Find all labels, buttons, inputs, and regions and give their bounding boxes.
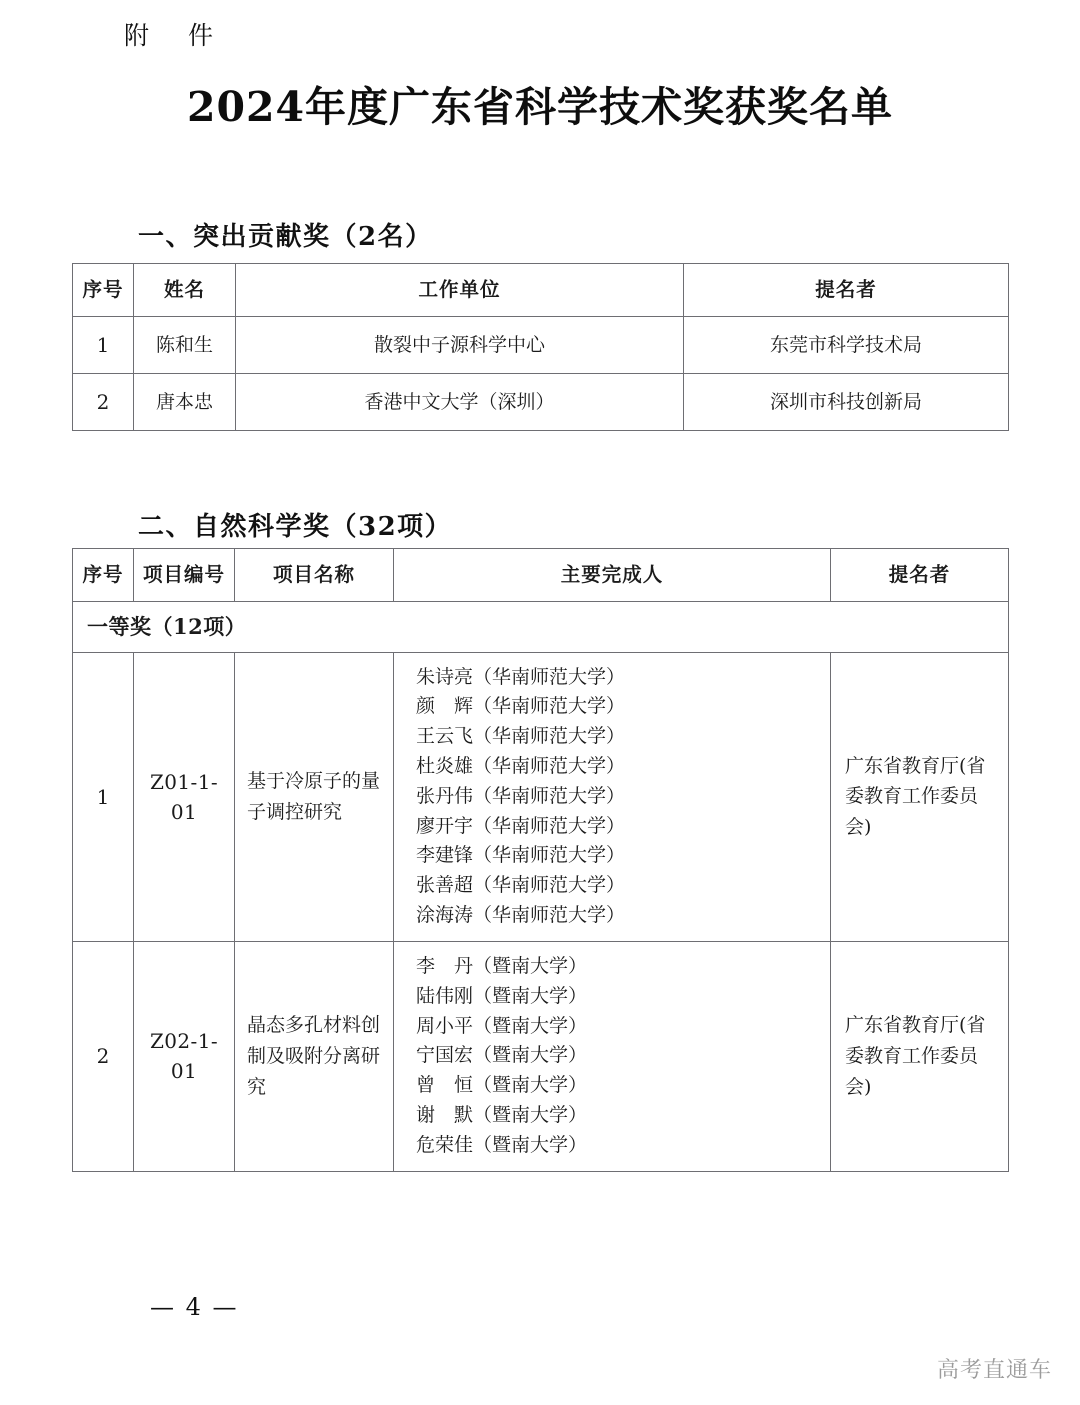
cell-nominator: 东莞市科学技术局 [769, 333, 922, 356]
contributor-entry: 廖开宇（华南师范大学） [416, 814, 626, 837]
contributor-entry: 李 丹（暨南大学） [416, 954, 588, 977]
table-header-row [73, 549, 1009, 602]
column-header-project-name: 项目名称 [272, 563, 355, 587]
column-header-index: 序号 [82, 278, 124, 302]
watermark: 高考直通车 [936, 1358, 1052, 1383]
contributor-entry: 杜炎雄（华南师范大学） [416, 754, 626, 777]
contributor-entry: 周小平（暨南大学） [416, 1014, 588, 1037]
contributor-entry: 朱诗亮（华南师范大学） [416, 665, 626, 688]
page-title: 2024年度广东省科学技术奖获奖名单 [186, 83, 894, 131]
cell-project-name: 晶态多孔材料创制及吸附分离研究 [247, 1014, 381, 1098]
cell-project-code: Z02-1-01 [150, 1029, 218, 1084]
contributor-entry: 张善超（华南师范大学） [416, 874, 626, 897]
cell-contributors [394, 653, 830, 941]
outstanding-contribution-table [72, 263, 1009, 431]
cell-organization: 香港中文大学（深圳） [364, 390, 555, 413]
cell-index: 2 [96, 1044, 110, 1069]
page-number: — 4 — [150, 1293, 239, 1321]
table-row [73, 317, 1009, 374]
contributor-entry: 危荣佳（暨南大学） [416, 1133, 588, 1156]
contributor-entry: 王云飞（华南师范大学） [416, 725, 626, 748]
cell-index: 2 [96, 390, 110, 414]
contributor-entry: 曾 恒（暨南大学） [416, 1074, 588, 1097]
contributor-entry: 李建锋（华南师范大学） [416, 844, 626, 867]
contributor-entry: 宁国宏（暨南大学） [416, 1044, 588, 1067]
table-row [73, 652, 1009, 941]
attachment-label: 附 件 [124, 21, 221, 50]
section-heading-natural-science: 二、自然科学奖（32项） [138, 512, 453, 542]
award-group-row [73, 602, 1009, 653]
cell-organization: 散裂中子源科学中心 [373, 333, 545, 356]
cell-project-code: Z01-1-01 [150, 769, 218, 824]
award-group-label: 一等奖（12项） [87, 614, 247, 639]
cell-project-name: 基于冷原子的量子调控研究 [247, 769, 381, 823]
cell-name: 唐本忠 [155, 390, 213, 413]
contributor-entry: 涂海涛（华南师范大学） [416, 904, 626, 927]
column-header-index: 序号 [82, 563, 124, 587]
table-row [73, 374, 1009, 431]
column-header-nominator: 提名者 [815, 278, 877, 302]
contributor-entry: 张丹伟（华南师范大学） [416, 784, 626, 807]
cell-nominator: 广东省教育厅(省委教育工作委员会) [845, 1014, 986, 1098]
cell-index: 1 [96, 784, 110, 809]
cell-name: 陈和生 [155, 333, 213, 356]
column-header-nominator: 提名者 [888, 563, 951, 587]
column-header-name: 姓名 [163, 278, 205, 302]
natural-science-award-table [72, 548, 1009, 1172]
contributor-entry: 陆伟刚（暨南大学） [416, 984, 588, 1007]
table-row [73, 941, 1009, 1171]
cell-contributors [394, 942, 830, 1171]
cell-nominator: 广东省教育厅(省委教育工作委员会) [845, 754, 986, 839]
column-header-project-code: 项目编号 [142, 563, 225, 587]
section-heading-outstanding-contribution: 一、突出贡献奖（2名） [138, 222, 433, 252]
contributor-entry: 谢 默（暨南大学） [416, 1104, 588, 1127]
column-header-contributors: 主要完成人 [560, 563, 664, 587]
table-header-row [73, 264, 1009, 317]
contributor-entry: 颜 辉（华南师范大学） [416, 695, 626, 718]
cell-index: 1 [96, 333, 110, 357]
cell-nominator: 深圳市科技创新局 [769, 390, 922, 413]
column-header-organization: 工作单位 [418, 278, 501, 302]
